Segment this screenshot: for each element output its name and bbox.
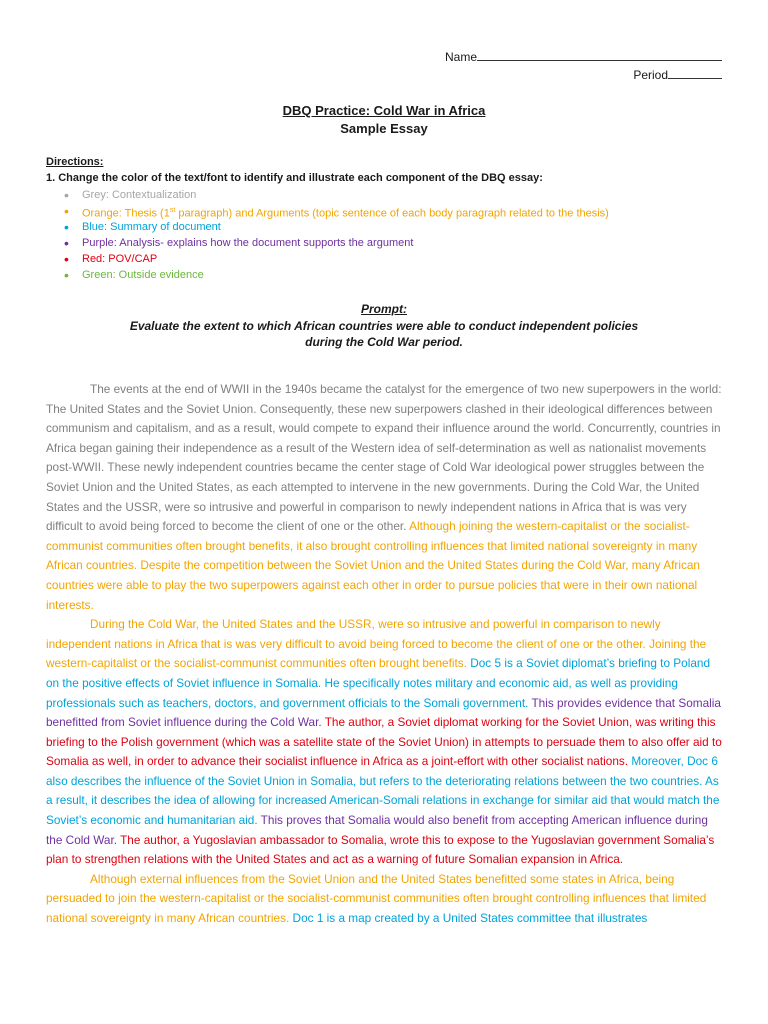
essay-body (46, 380, 726, 929)
essay-paragraph-3 (46, 870, 726, 929)
argument-topic-1: During the Cold War, the United States and the USSR, were so intrusive and powerful in comparison to newly independent nations in Africa that is was very difficult to avoid being forced to become the client of one or the other. Joining the western-capitalist or the socialist-communist communities often brought benefits. (46, 617, 707, 671)
pov-doc5: The author, a Soviet diplomat working for the Soviet Union, was writing this briefing to the Polish government (which was a satellite state of the Soviet Union) in attempts to persuade them to also offer aid to Somalia as well, in order to advance their socialist influence in Africa as a joint-effort with other socialist nations. (46, 715, 722, 769)
pov-doc6: The author, a Yugoslavian ambassador to Somalia, wrote this to expose to the Yugoslavian government Somalia’s plan to strengthen relations with the United States and act as a warning of future Somalian expansion in Africa. (46, 832, 715, 867)
directions-instruction: 1. Change the color of the text/font to identify and illustrate each component of the DBQ essay: (46, 172, 543, 184)
name-line (445, 48, 722, 64)
essay-paragraph-1 (46, 380, 726, 615)
argument-topic-2: Although external influences from the Soviet Union and the United States benefitted some states in Africa, being persuaded to join the western-capitalist or the socialist-communist communities often brought controlling influences that limited national sovereignty in many African countries. (46, 871, 707, 926)
name-label: Name (444, 50, 477, 64)
document-subtitle: Sample Essay (340, 121, 428, 136)
legend-green: • Green: Outside evidence (62, 267, 609, 283)
thesis-text: Although joining the western-capitalist or the socialist-communist communities often brought benefits, it also brought controlling influences that limited national sovereignty in many African countries. Despite the competition between the Soviet Union and the United States during the Cold War, many African countries were able to play the two superpowers against each other in order to pursue policies that were in their own national interests. (46, 519, 700, 612)
legend-red: • Red: POV/CAP (62, 251, 609, 267)
prompt-text: Evaluate the extent to which African countries were able to conduct independent policies during the Cold War period. (129, 319, 639, 349)
analysis-doc6: This proves that Somalia would also benefit from accepting American influence during the Cold War. (46, 813, 708, 847)
document-title: DBQ Practice: Cold War in Africa (282, 103, 486, 118)
period-blank (668, 66, 722, 79)
legend-blue: • Blue: Summary of document (62, 219, 609, 235)
color-legend (62, 187, 609, 283)
legend-orange: • Orange: Thesis (1st paragraph) and Arguments (topic sentence of each body paragraph related to the thesis) (62, 203, 609, 219)
essay-paragraph-2 (46, 615, 726, 870)
summary-doc1: Doc 1 is a map created by a United States committee that illustrates (289, 911, 648, 926)
period-label: Period (633, 68, 668, 82)
directions-heading: Directions: (46, 156, 104, 168)
legend-purple: • Purple: Analysis- explains how the document supports the argument (62, 235, 609, 251)
analysis-doc5: This provides evidence that Somalia benefitted from Soviet influence during the Cold War. (46, 695, 721, 730)
period-line (633, 66, 722, 82)
name-blank (477, 48, 722, 61)
legend-grey: • Grey: Contextualization (62, 187, 609, 203)
summary-doc5: Doc 5 is a Soviet diplomat’s briefing to Poland on the positive effects of Soviet influence in Somalia. He specifically notes military and economic aid, as well as providing professionals such as teachers, doctors, and government officials to the Somali government. (46, 656, 711, 710)
prompt-heading: Prompt: (361, 302, 407, 316)
contextualization-text: The events at the end of WWII in the 1940s became the catalyst for the emergence of two new superpowers in the world: The United States and the Soviet Union. Consequently, these new superpowers clashed in their ideological differences between communism and capitalism, and as a result, would compete to expand their influence around the world. Concurrently, countries in Africa began gaining their independence as a result of the Western idea of self-determination as well as nationalist movements post-WWII. These newly independent countries became the center stage of Cold War ideological power struggles between the Soviet Union and the United States, as each attempted to intervene in the new governments. During the Cold War, the United States and the USSR, were so intrusive and powerful in comparison to newly independent nations in Africa that is was very difficult to avoid being forced to become the client of one or the other. (46, 382, 722, 534)
summary-doc6: Moreover, Doc 6 also describes the influence of the Soviet Union in Somalia, but refers to the deteriorating relations between the two countries. As a result, it describes the idea of allowing for increased American-Somali relations in exchange for similar aid that would match the Soviet’s economic and humanitarian aid. (46, 754, 720, 828)
